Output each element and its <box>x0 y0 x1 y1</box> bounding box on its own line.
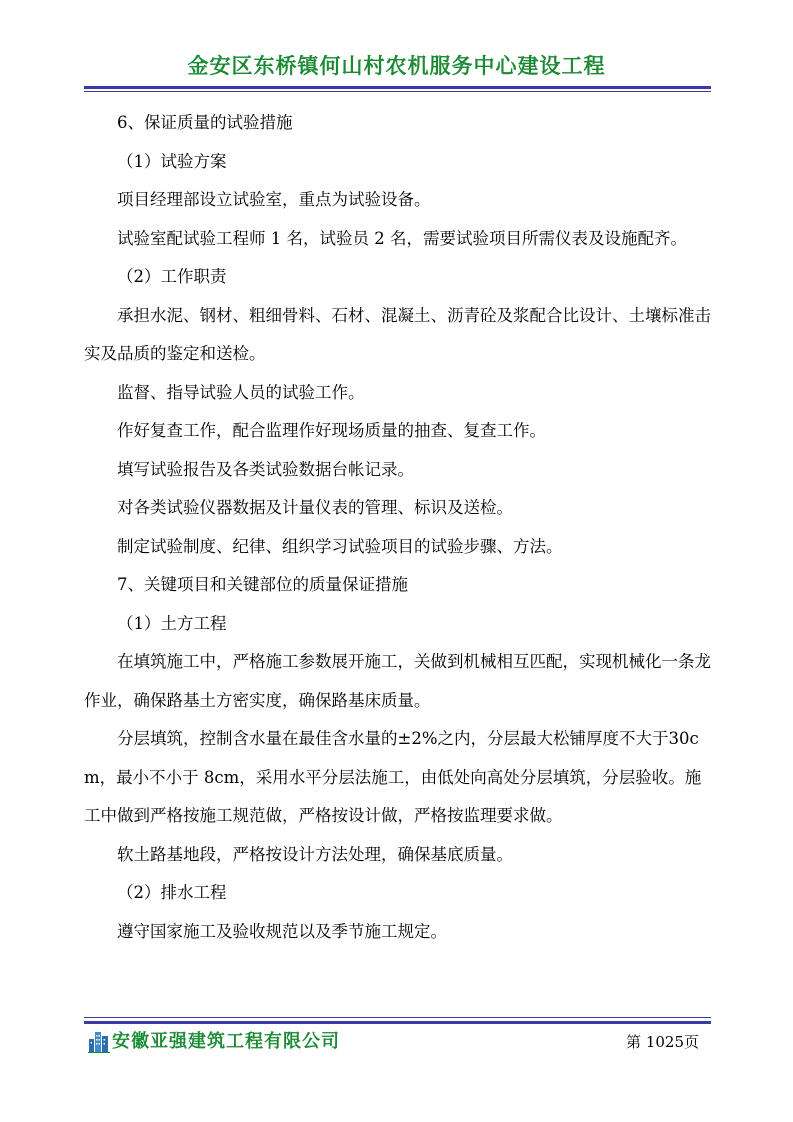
footer-bar <box>84 1026 711 1058</box>
document-body <box>84 104 711 951</box>
footer-rule-thin <box>84 1017 711 1018</box>
paragraph: 试验室配试验工程师 1 名，试验员 2 名，需要试验项目所需仪表及设施配齐。 <box>117 228 687 248</box>
paragraph: 在填筑施工中，严格施工参数展开施工，关做到机械相互匹配，实现机械化一条龙作业，确保路基土方密实度，确保路基床质量。 <box>84 652 711 710</box>
paragraph: 项目经理部设立试验室，重点为试验设备。 <box>117 190 431 209</box>
paragraph: 作好复查工作，配合监理作好现场质量的抽查、复查工作。 <box>117 421 546 440</box>
paragraph: 对各类试验仪器数据及计量仪表的管理、标识及送检。 <box>117 498 513 517</box>
paragraph: 承担水泥、钢材、粗细骨料、石材、混凝土、沥青砼及浆配合比设计、土壤标准击实及品质的鉴定和送检。 <box>84 305 711 363</box>
paragraph: 填写试验报告及各类试验数据台帐记录。 <box>117 459 414 479</box>
building-logo-icon <box>88 1029 110 1053</box>
subsection-heading: （1）试验方案 <box>117 151 227 171</box>
page-number: 第 1025页 <box>626 1033 699 1051</box>
subsection-heading: （2）工作职责 <box>117 267 227 286</box>
paragraph: 分层填筑，控制含水量在最佳含水量的±2%之内，分层最大松铺厚度不大于30cm，最小不小于 8cm，采用水平分层法施工，由低处向高处分层填筑，分层验收。施工中做到严格按施工规范做，严格按设计做，严格按监理要求做。 <box>84 729 702 825</box>
footer-rule-thick <box>84 1021 711 1024</box>
subsection-heading: （1）土方工程 <box>117 613 227 633</box>
section-heading: 7、关键项目和关键部位的质量保证措施 <box>117 575 408 594</box>
document-title: 金安区东桥镇何山村农机服务中心建设工程 <box>187 54 606 78</box>
header-rule-thin <box>84 91 711 92</box>
paragraph: 监督、指导试验人员的试验工作。 <box>117 382 365 402</box>
subsection-heading: （2）排水工程 <box>117 883 227 902</box>
paragraph: 制定试验制度、纪律、组织学习试验项目的试验步骤、方法。 <box>117 536 563 556</box>
header-rule-thick <box>84 86 711 89</box>
company-name: 安徽亚强建筑工程有限公司 <box>112 1031 340 1052</box>
paragraph: 软土路基地段，严格按设计方法处理，确保基底质量。 <box>117 844 513 864</box>
section-heading: 6、保证质量的试验措施 <box>117 113 293 132</box>
paragraph: 遵守国家施工及验收规范以及季节施工规定。 <box>117 921 447 941</box>
